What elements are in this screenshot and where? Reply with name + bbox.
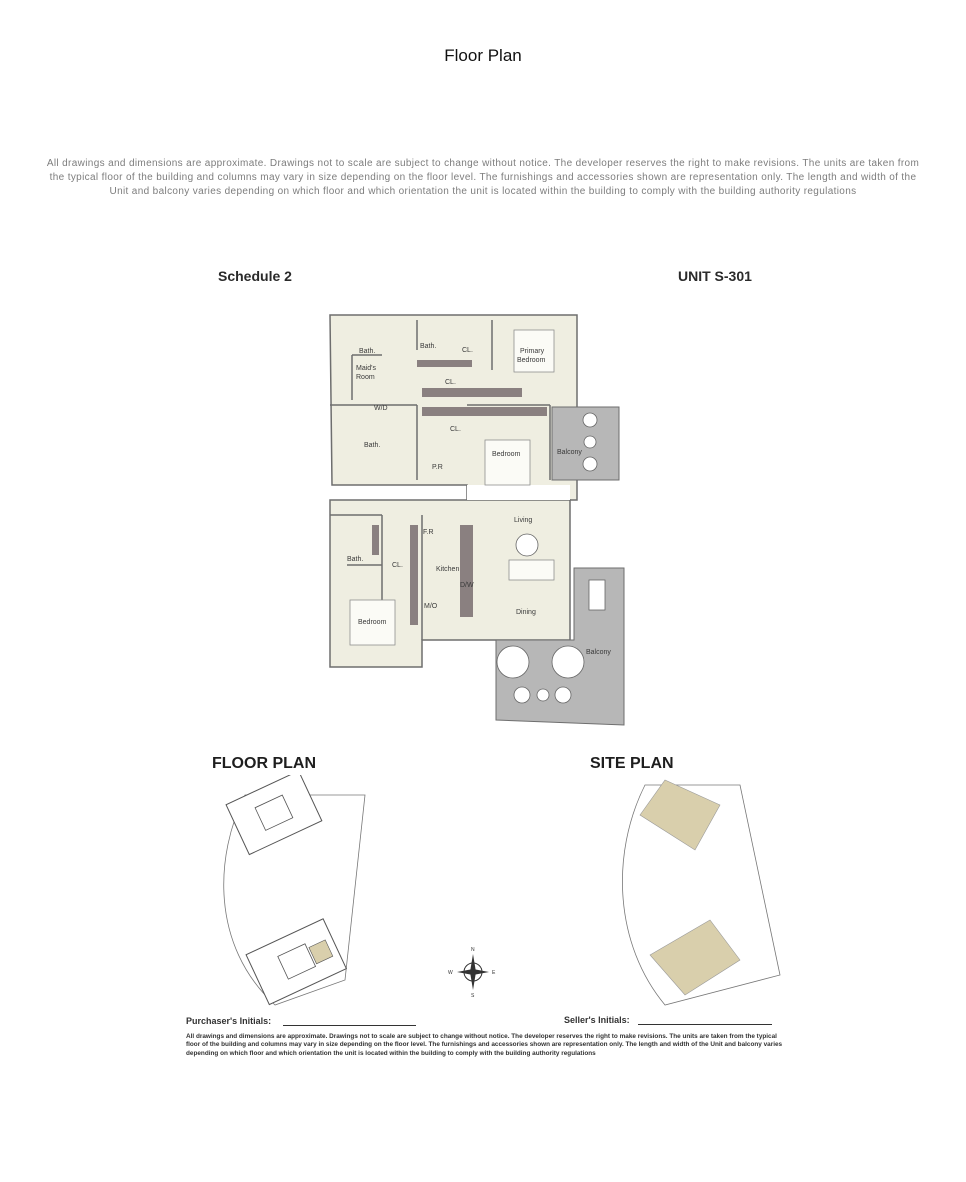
purchaser-initials-label: Purchaser's Initials: [186, 1016, 272, 1026]
disclaimer-top: All drawings and dimensions are approximate. Drawings not to scale are subject to change without notice. The developer reserves the right to make revisions. The units are taken from the typical floor of the building and columns may vary in size depending on the floor level. The furnishings and accessories shown are representation only. The length and width of the Unit and balcony varies depending on which floor and which orientation the unit is located within the building to comply with the building authority regulations [46, 158, 920, 197]
label-wd: W/D [374, 405, 388, 412]
label-bedroom-1: Bedroom [492, 451, 521, 458]
compass-s: S [471, 993, 475, 998]
label-powder-room: P.R [432, 464, 443, 471]
label-closet-3: CL. [450, 426, 461, 433]
compass-icon [445, 942, 501, 998]
seller-initials-label: Seller's Initials: [564, 1015, 630, 1025]
purchaser-initials-field[interactable] [283, 1025, 416, 1026]
label-dw: D/W [460, 582, 474, 589]
label-balcony-1: Balcony [557, 449, 582, 456]
seller-initials-field[interactable] [638, 1024, 772, 1025]
label-bath-3: Bath. [364, 442, 381, 449]
site-plan-heading: SITE PLAN [590, 755, 674, 772]
label-living: Living [514, 517, 533, 524]
label-maid-2: Room [356, 374, 375, 381]
label-bath-2: Bath. [420, 343, 437, 350]
label-primary-1: Primary [520, 348, 545, 355]
page-title: Floor Plan [444, 46, 522, 65]
floor-plan-keymap [205, 775, 370, 1010]
label-closet-2: CL. [445, 379, 456, 386]
floor-plan-heading: FLOOR PLAN [212, 755, 316, 772]
label-maid-1: Maid's [356, 365, 377, 372]
disclaimer-bottom: All drawings and dimensions are approximate. Drawings not to scale are subject to change without notice. The developer reserves the right to make revisions. The units are taken from the typical floor of the building and columns may vary in size depending on the floor level. The furnishings and accessories shown are representation only. The length and width of the Unit and balcony varies depending on which floor and which orientation the unit is located within the building to comply with the building authority regulations [186, 1033, 783, 1057]
label-closet-1: CL. [462, 347, 473, 354]
label-balcony-2: Balcony [586, 649, 611, 656]
label-kitchen: Kitchen [436, 566, 460, 573]
label-closet-4: CL. [392, 562, 403, 569]
schedule-label: Schedule 2 [218, 268, 292, 284]
site-plan-map [610, 775, 785, 1010]
compass-n: N [471, 947, 475, 953]
unit-label: UNIT S-301 [678, 268, 752, 284]
label-bedroom-2: Bedroom [358, 619, 387, 626]
label-mo: M/O [424, 603, 438, 610]
unit-floor-plan [322, 310, 642, 730]
compass-w: W [448, 970, 453, 976]
label-bath-4: Bath. [347, 556, 364, 563]
label-primary-2: Bedroom [517, 357, 546, 364]
compass-e: E [492, 970, 496, 976]
label-dining: Dining [516, 609, 536, 616]
label-bath-1: Bath. [359, 348, 376, 355]
label-fr: F.R [423, 529, 434, 536]
